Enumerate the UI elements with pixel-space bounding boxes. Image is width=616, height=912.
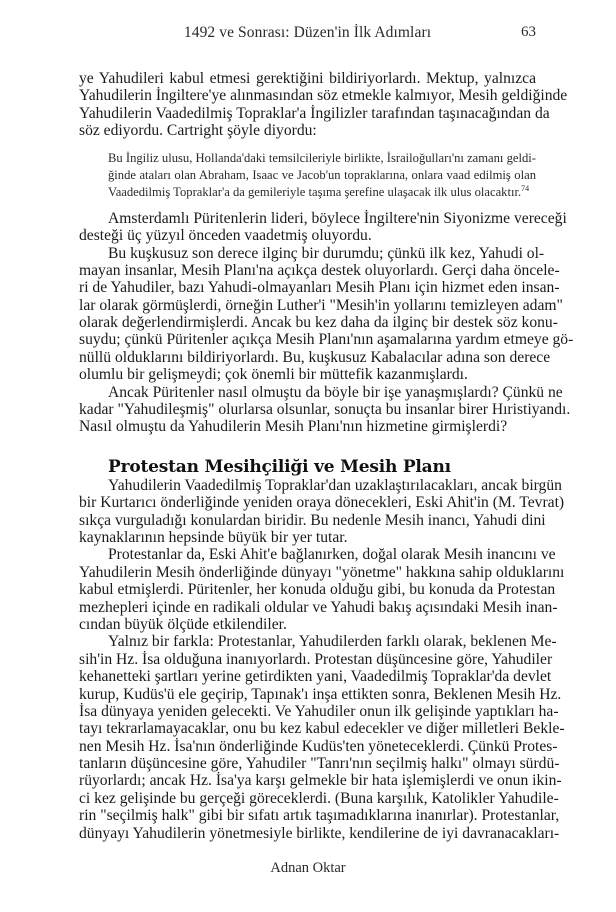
- text-line: suydu; çünkü Püritenler açıkça Mesih Planı'nın aşamalarına yardım etmeye gö-: [79, 331, 574, 349]
- text-line: kurup, Kudüs'ü ele geçirip, Tapınak'ı inşa ettikten sonra, Beklenen Mesih Hz.: [79, 685, 562, 703]
- text-line: Yahudilerin Vaadedilmiş Topraklar'a İngilizler tarafından taşınacağından da: [79, 104, 550, 122]
- text-line: Protestanlar da, Eski Ahit'e bağlanırken, doğal olarak Mesih inancını ve: [108, 546, 556, 564]
- footnote-reference[interactable]: 74: [521, 184, 530, 194]
- text-line: nüllü olduklarını bildiriyorlardı. Bu, kuşkusuz Kabalacılar adına son derece: [79, 348, 551, 366]
- text-line: mayan insanlar, Mesih Planı'na açıkça destek oluyorlardı. Gerçi daha öncele-: [79, 261, 560, 279]
- text-line: Yahudilerin İngiltere'ye alınmasından söz etmekle kalmıyor, Mesih geldiğinde: [79, 87, 568, 105]
- text-line: Ancak Püritenler nasıl olmuştu da böyle bir işe yanaşmışlardı? Çünkü ne: [108, 383, 563, 401]
- chapter-title: 1492 ve Sonrası: Düzen'in İlk Adımları: [183, 24, 432, 41]
- page-footer-author: Adnan Oktar: [270, 860, 346, 876]
- paragraph: [79, 546, 565, 633]
- text-line: ci kez gelişinde bu gerçeği göreceklerdi. (Buna karşılık, Katolikler Yahudile-: [79, 789, 559, 807]
- quote-line: [108, 184, 536, 201]
- text-line: olumlu bir gelişmeydi; çok önemli bir müttefik kazanmışlardı.: [79, 366, 468, 384]
- text-line: Bu kuşkusuz son derece ilginç bir durumdu; çünkü ilk kez, Yahudi ol-: [108, 244, 545, 262]
- quote-line: Bu İngiliz ulusu, Hollanda'daki temsilcileriyle birlikte, İsrailoğulları'nı zamanı geldi-: [108, 150, 536, 165]
- text-line: tayı tekrarlamayacaklar, onu bu kez kabul edecekler ve diğer milletleri Bekle-: [79, 720, 565, 738]
- text-line: ye Yahudileri kabul etmesi gerektiğini bildiriyorlardı. Mektup, yalnızca: [79, 70, 536, 87]
- block-quote: [108, 150, 536, 202]
- paragraph: [79, 383, 571, 436]
- page-body: [79, 70, 574, 842]
- text-line: kadar "Yahudileşmiş" olurlarsa olsunlar, sonuçta bu insanlar birer Hıristiyandı.: [79, 401, 571, 419]
- text-line: dünyayı Yahudilerin yönetmesiyle birlikte, kendilerine de iyi davranacakları-: [79, 824, 560, 842]
- text-line: desteği üç yüzyıl önceden vaadetmiş oluyordu.: [79, 227, 372, 245]
- text-line: rin "seçilmiş halk" gibi bir sıfatı artık taşımadıklarına inanırlar). Protestanlar,: [79, 807, 560, 825]
- text-line: Yahudilerin Mesih önderliğinde dünyayı "yönetme" hakkına sahip olduklarını: [79, 563, 565, 581]
- text-line: Yahudilerin Vaadedilmiş Topraklar'dan uzaklaştırılacakları, ancak birgün: [108, 476, 562, 494]
- text-line: sih'in Hz. İsa olduğuna inanıyorlardı. Protestan düşüncesine göre, Yahudiler: [79, 650, 553, 668]
- quote-line: ğinde ataları olan Abraham, Isaac ve Jacob'un topraklarına, onlara vaad edilmiş olan: [108, 167, 536, 182]
- paragraph: [79, 244, 574, 384]
- text-line: kehanetteki şartları yerine getirdikten yani, Vaadedilmiş Topraklar'da devlet: [79, 668, 552, 686]
- text-line: kaynaklarının hepsinde büyük bir yer tutar.: [79, 528, 348, 546]
- running-head: [79, 24, 536, 44]
- text-line: tanların düşüncesine göre, Yahudiler "Tanrı'nın seçilmiş halkı" olmayı sürdü-: [79, 755, 560, 773]
- paragraph: [79, 476, 565, 547]
- text-line: kabul etmişlerdi. Püritenler, her konuda olduğu gibi, bu konuda da Protestan: [79, 581, 556, 599]
- text-line: ri de Yahudiler, bazı Yahudi-olmayanları Mesih Planı için hizmet eden insan-: [79, 279, 560, 297]
- text-line: cından büyük ölçüde etkilendiler.: [79, 615, 287, 633]
- quote-line-text: Vaadedilmiş Topraklar'a da gemileriyle taşıma şerefine ulaşacak ilk ulus olacaktır.: [108, 185, 522, 200]
- text-line: olarak değerlendirmişlerdi. Ancak bu kez daha da ilginç bir destek söz konu-: [79, 314, 558, 332]
- paragraph: [79, 633, 565, 842]
- section-heading: Protestan Mesihçiliği ve Mesih Planı: [108, 456, 451, 477]
- text-line: söz ediyordu. Cartright şöyle diyordu:: [79, 122, 317, 140]
- text-line: rüyorlardı; ancak Hz. İsa'ya karşı gelmekle bir hata işlemişlerdi ve onun ikin-: [79, 772, 562, 790]
- text-line: nen Mesih Hz. İsa'nın önderliğinde Kudüs'ten yöneteceklerdi. Çünkü Protes-: [79, 737, 558, 755]
- text-line: bir Kurtarıcı önderliğinde yeniden oraya dönecekleri, Eski Ahit'in (M. Tevrat): [79, 494, 565, 512]
- paragraph: [79, 70, 568, 140]
- text-line: sıkça vurguladığı konulardan biridir. Bu nedenle Mesih inancı, Yahudi dini: [79, 511, 546, 529]
- text-line: Nasıl olmuştu da Yahudilerin Mesih Planı'nın hizmetine girmişlerdi?: [79, 418, 508, 436]
- text-line: İsa dünyaya yeniden gelecekti. Ve Yahudiler onun ilk gelişinde yaptıkları ha-: [79, 702, 559, 720]
- page-number: 63: [521, 24, 536, 40]
- text-line: lar olarak görmüşlerdi, örneğin Luther'i "Mesih'in yollarını temizleyen adam": [79, 296, 563, 314]
- text-line: Amsterdamlı Püritenlerin lideri, böylece İngiltere'nin Siyonizme vereceği: [108, 209, 567, 227]
- paragraph: [79, 209, 567, 245]
- text-line: Yalnız bir farkla: Protestanlar, Yahudilerden farklı olarak, beklenen Me-: [108, 633, 557, 651]
- text-line: mezhepleri içinde en radikali oldular ve Yahudi bakış açısındaki Mesih inan-: [79, 598, 558, 616]
